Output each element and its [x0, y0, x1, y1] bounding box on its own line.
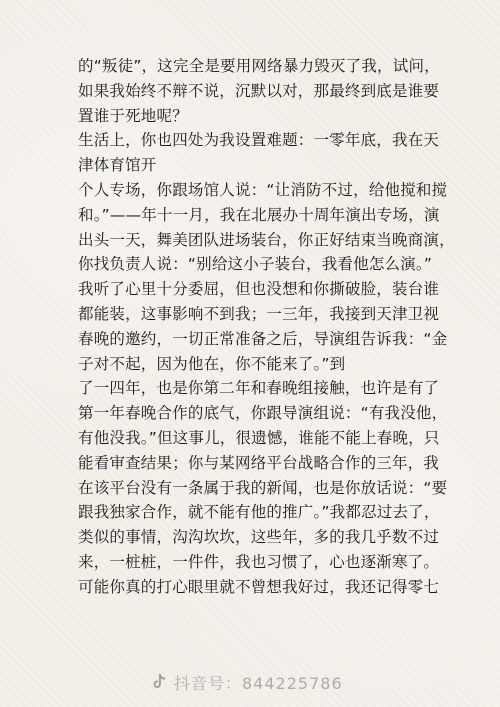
text-line: 子对不起，因为他在，你不能来了。”到	[78, 354, 346, 373]
text-line: 跟我独家合作，就不能有他的推广。”我都忍过去了，	[78, 503, 440, 522]
text-line: 置谁于死地呢？	[78, 106, 188, 125]
text-line: 了一四年，也是你第二年和春晚组接触，也许是有了	[78, 379, 440, 398]
text-line: 生活上，你也四处为我设置难题：一零年底，我在天	[78, 131, 440, 150]
text-line: 有他没我。”但这事儿，很遗憾，谁能不能上春晚，只	[78, 428, 440, 447]
text-line: 出头一天，舞美团队进场装台，你正好结束当晚商演，	[78, 230, 455, 249]
text-line: 都能装，这事影响不到我；一三年，我接到天津卫视	[78, 304, 440, 323]
text-line: 和。”——年十一月，我在北展办十周年演出专场，演	[78, 205, 440, 224]
text-line: 我听了心里十分委屈，但也没想和你撕破脸，装台谁	[78, 280, 440, 299]
text-line: 在该平台没有一条属于我的新闻，也是你放话说：“要	[78, 478, 448, 497]
watermark-text: 抖音号：844225786	[174, 673, 343, 693]
text-line: 来，一桩桩，一件件，我也习惯了，心也逐渐寒了。	[78, 552, 440, 571]
text-line: 津体育馆开	[78, 156, 157, 175]
text-line: 第一年春晚合作的底气，你跟导演组说：“有我没他，	[78, 404, 448, 423]
text-line: 个人专场，你跟场馆人说：“让消防不过，给他搅和搅	[78, 180, 448, 199]
douyin-watermark	[150, 671, 343, 693]
text-line: 可能你真的打心眼里就不曾想我好过，我还记得零七	[78, 577, 440, 596]
text-line: 你找负责人说：“别给这小子装台，我看他怎么演。”	[78, 255, 433, 274]
article-text	[78, 54, 455, 600]
text-line: 能看审查结果；你与某网络平台战略合作的三年，我	[78, 453, 440, 472]
text-line: 如果我始终不辩不说，沉默以对，那最终到底是谁要	[78, 81, 440, 100]
douyin-logo-icon	[150, 673, 168, 691]
text-line: 的“叛徒”，这完全是要用网络暴力毁灭了我，试问，	[78, 57, 440, 75]
text-line: 春晚的邀约，一切正常准备之后，导演组告诉我：“金	[78, 329, 448, 348]
text-line: 类似的事情，沟沟坎坎，这些年，多的我几乎数不过	[78, 528, 440, 547]
